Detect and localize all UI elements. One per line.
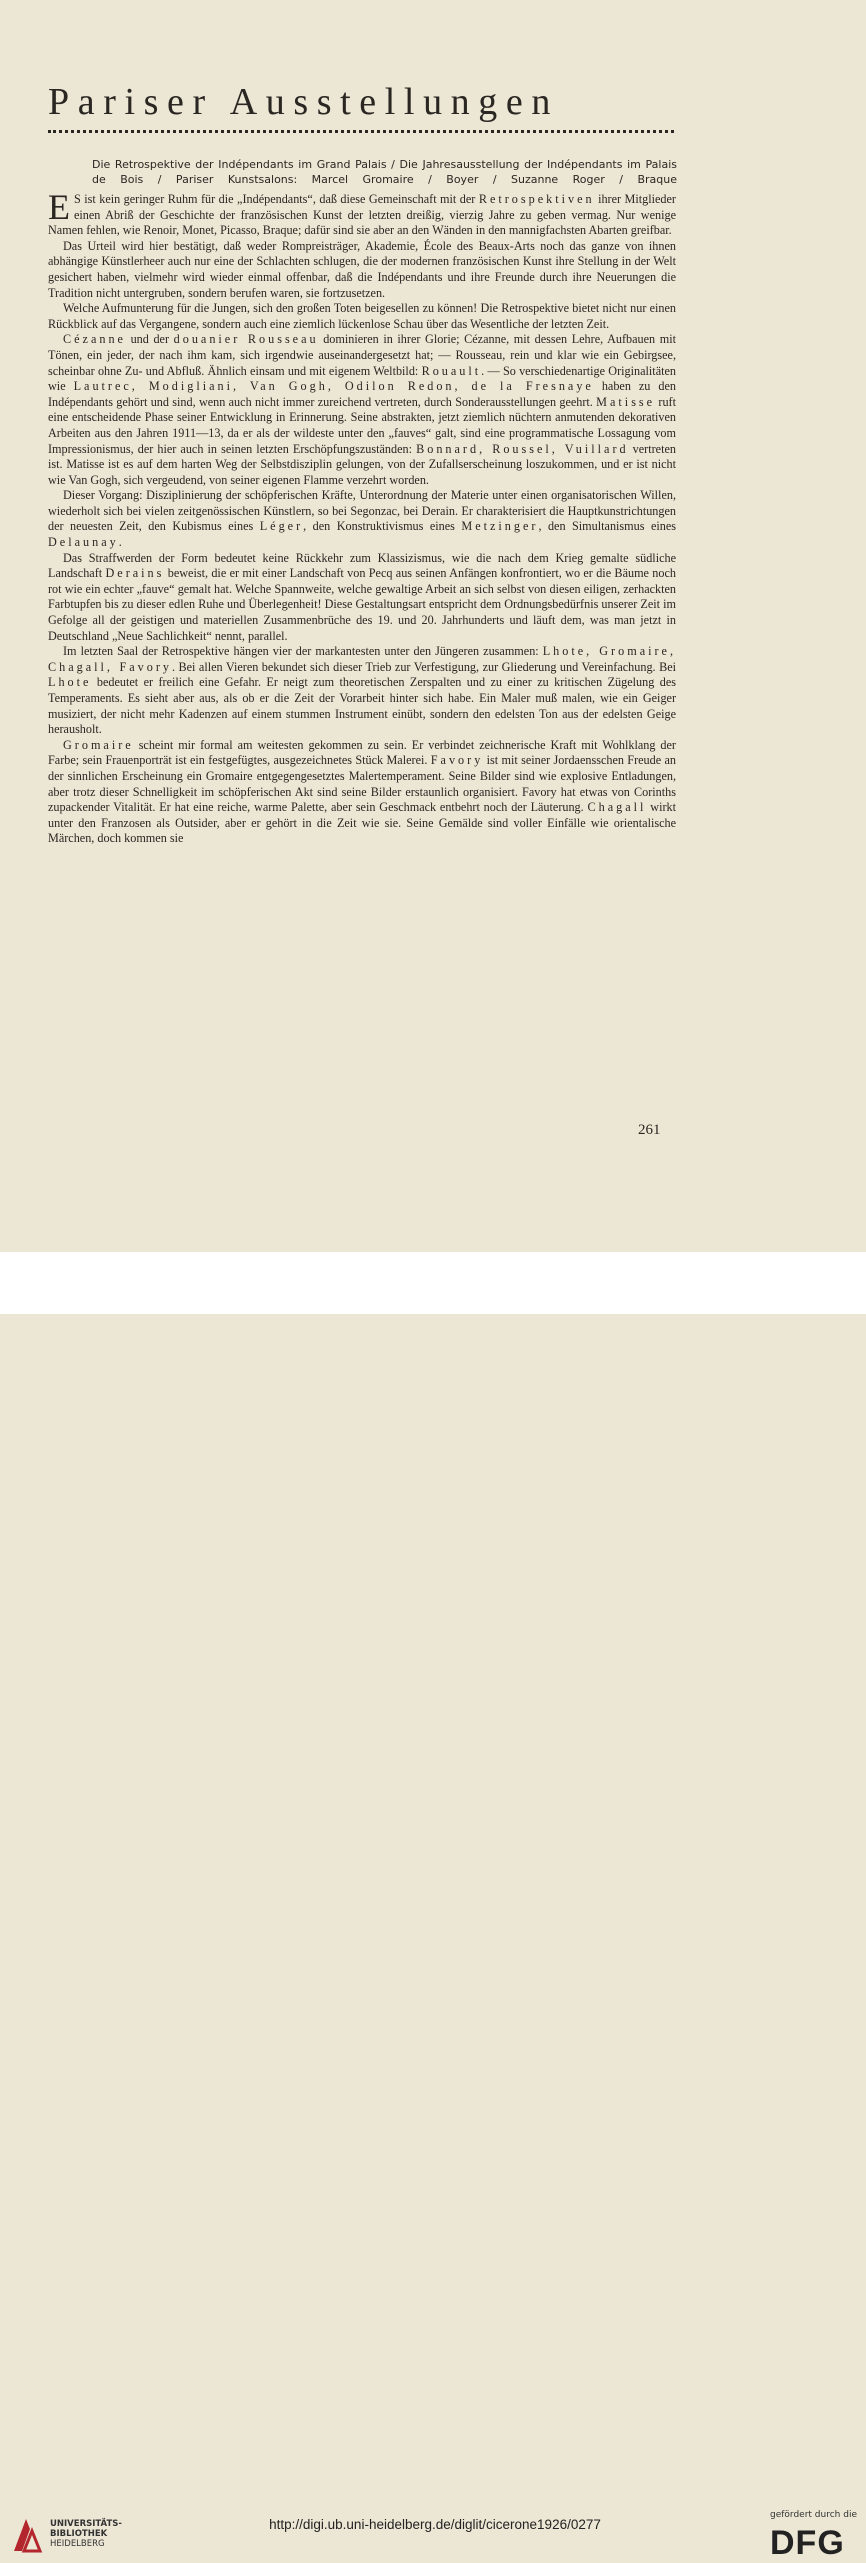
viewer-footer [0,1252,866,2562]
drop-cap: E [48,187,70,227]
page-number: 261 [638,1122,661,1138]
paragraph-4: Cézanne und der douanier Rousseau dominieren in ihrer Glorie; Cézanne, mit dessen Lehre, Aufbauen mit Tönen, ein jeder, der nach ihm kam, sich irgendwie auseinandergesetzt hat; — Rousseau, rein und klar wie ein Gebirgsee, scheinbar ohne Zu- und Abfluß. Ähnlich einsam und mit eigenem Weltbild: Rouault. — So verschiedenartige Originalitäten wie Lautrec, Modigliani, Van Gogh, Odilon Redon, de la Fresnaye haben zu den Indépendants gehört und sind, wenn auch nicht immer zureichend vertreten, durch Sonderausstellungen geehrt. Matisse ruft eine entscheidende Phase seiner Entwicklung in Erinnerung. Seine abstrakten, jetzt ziemlich nüchtern anmutenden dekorativen Arbeiten aus den Jahren 1911—13, da er als der wildeste unter den „fauves“ galt, sind eine programmatische Lossagung vom Impressionismus, der hier auch in seinen letzten Erschöpfungszuständen: Bonnard, Roussel, Vuillard vertreten ist. Matisse ist es auf dem harten Weg der Selbstdisziplin gelungen, von der Zufallserscheinung loszukommen, und er ist nicht wie Van Gogh, sich vergeudend, von seiner eigenen Flamme verzehrt worden. [48,332,677,487]
paragraph-1: E S ist kein geringer Ruhm für die „Indépendants“, daß diese Gemeinschaft mit der Retrospektiven ihrer Mitglieder einen Abriß der Geschichte der französischen Kunst der letzten dreißig, vierzig Jahre zu geben vermag. Nur wenige Namen fehlen, wie Renoir, Monet, Picasso, Braque; dafür sind sie aber an den Wänden in den mannigfachsten Abarten greifbar. [48,187,676,238]
paragraph-3: Welche Aufmunterung für die Jungen, sich den großen Toten beigesellen zu können! Die Retrospektive bietet nicht nur einen Rückblick auf das Vergangene, sondern auch eine ziemlich lückenlose Schau über das Wesentliche der letzten Zeit. [48,301,676,331]
article-body [48,187,677,847]
article-title: Pariser Ausstellungen [48,81,559,123]
paragraph-6: Das Straffwerden der Form bedeutet keine Rückkehr zum Klassizismus, wie die nach dem Krieg gemalte südliche Landschaft Derains beweist, die er mit einer Landschaft von Pecq aus seinen Anfängen konfrontiert, wo er die Bäume noch rot wie ein echter „fauve“ gemalt hat. Welche Spannweite, welche gewaltige Arbeit an sich selbst von diesen eiligen, zerhackten Farbtupfen bis zu dieser edlen Ruhe und Überlegenheit! Diese Gestaltungsart entspricht dem Ordnungsbedürfnis unserer Zeit im Gefolge all der geistigen und materiellen Zusammenbrüche des 19. und 20. Jahrhunderts und läuft dem, was man jetzt in Deutschland „Neue Sachlichkeit“ nennt, parallel. [48,550,676,643]
article-subtitle: Die Retrospektive der Indépendants im Grand Palais / Die Jahresausstellung der Indépendants im Palais de Bois / Pariser Kunstsalons: Marcel Gromaire / Boyer / Suzanne Roger / Braque [92,158,677,186]
title-dotted-rule [48,130,674,136]
paragraph-7: Im letzten Saal der Retrospektive hängen vier der markantesten unter den Jüngeren zusammen: Lhote, Gromaire, Chagall, Favory. Bei allen Vieren bekundet sich dieser Trieb zur Verfestigung, zur Gliederung und Vereinfachung. Bei Lhote bedeutet er freilich eine Gefahr. Er neigt zum theoretischen Zerspalten und zu einer zu kritischen Zügelung des Temperaments. Es sieht aber aus, als ob er die Zeit der Vorarbeit hinter sich habe. Ein Maler muß malen, wie ein Geiger musiziert, der nicht mehr Kadenzen auf einem stummen Instrument einübt, sondern den edelsten Ton aus der edelsten Geige herausholt. [48,644,677,737]
document-page [0,0,866,1252]
spaced-emphasis: Retrospektiven [478,192,595,206]
sponsor-text: gefördert durch die [770,2510,857,2520]
dfg-logo: DFG [770,2524,845,2562]
university-logo-icon [10,2515,44,2555]
paragraph-5: Dieser Vorgang: Disziplinierung der schöpferischen Kräfte, Unterordnung der Materie unter einen organisatorischen Willen, wiederholt sich bei vielen zeitgenössischen Künstlern, so bei Segonzac, bei Derain. Er charakterisiert die Hauptkunstrichtungen der neuesten Zeit, den Kubismus eines Léger, den Konstruktivismus eines Metzinger, den Simultanismus eines Delaunay. [48,488,676,550]
paragraph-2: Das Urteil wird hier bestätigt, daß weder Rompreisträger, Akademie, École des Beaux-Arts noch das ganze von ihnen abhängige Künstlerheer auch nur eine der Schlachten schlugen, die der modernen französischen Kunst ihre Stellung in der Welt gesichert haben, vielmehr wird wieder einmal offenbar, daß die Indépendants und ihre Freunde durch ihre Neuerungen die Tradition nicht untergruben, sondern berufen waren, sie fortzusetzen. [48,238,676,300]
paragraph-8: Gromaire scheint mir formal am weitesten gekommen zu sein. Er verbindet zeichnerische Kraft mit Wohlklang der Farbe; sein Frauenporträt ist ein festgefügtes, ausgezeichnetes Stück Malerei. Favory ist mit seiner Jordaensschen Freude an der sinnlichen Erscheinung ein Gromaire entgegengesetztes Malertemperament. Seine Bilder sind wie explosive Entladungen, aber trotz dieser Schnelligkeit im schöpferischen Akt sind seine Bilder erstaunlich organisiert. Favory hat etwas von Corinths zupackender Vitalität. Er hat eine reiche, warme Palette, aber sein Geschmack entbehrt noch der Läuterung. Chagall wirkt unter den Franzosen als Outsider, aber er gehört in die Zeit wie sie. Seine Gemälde sind voller Einfälle wie orientalische Märchen, doch kommen sie [48,737,676,846]
university-name: UNIVERSITÄTS- BIBLIOTHEK HEIDELBERG [50,2519,122,2549]
permalink-url[interactable]: http://digi.ub.uni-heidelberg.de/diglit/cicerone1926/0277 [269,2517,601,2532]
